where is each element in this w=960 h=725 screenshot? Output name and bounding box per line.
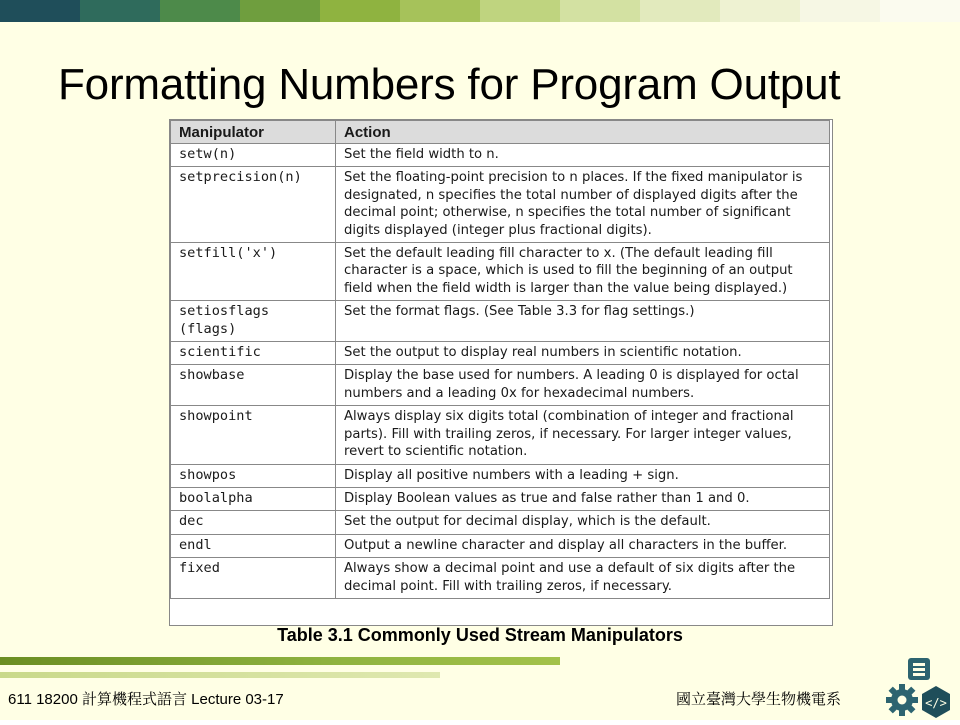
bottom-light-bar	[0, 672, 440, 678]
manipulator-table-figure	[169, 119, 833, 626]
column-header-manipulator: Manipulator	[171, 121, 336, 144]
table-header-row	[171, 121, 830, 144]
manipulator-name-cell: showbase	[171, 365, 336, 406]
table-row	[171, 301, 830, 342]
manipulator-name-cell: scientific	[171, 342, 336, 365]
table-row	[171, 558, 830, 599]
table-row	[171, 243, 830, 301]
table-row	[171, 534, 830, 557]
manipulator-action-cell: Display Boolean values as true and false rather than 1 and 0.	[336, 487, 830, 510]
table-row	[171, 365, 830, 406]
manipulator-action-cell: Always display six digits total (combination of integer and fractional parts). Fill with trailing zeros, if necessary. For larger integer values, revert to scientific notation.	[336, 406, 830, 464]
manipulator-name-cell: boolalpha	[171, 487, 336, 510]
manipulator-action-cell: Set the output for decimal display, which is the default.	[336, 511, 830, 534]
table-row	[171, 464, 830, 487]
manipulator-name-cell: setfill('x')	[171, 243, 336, 301]
manipulator-action-cell: Set the floating-point precision to n places. If the fixed manipulator is designated, n specifies the total number of displayed digits after the decimal point; otherwise, n specifies the total number of significant digits displayed (integer plus fractional digits).	[336, 167, 830, 243]
table-body	[171, 144, 830, 599]
manipulator-action-cell: Set the output to display real numbers in scientific notation.	[336, 342, 830, 365]
table-caption-text: Table 3.1 Commonly Used Stream Manipulators	[277, 625, 683, 645]
manipulator-action-cell: Set the default leading fill character to x. (The default leading fill character is a space, which is used to fill the beginning of an output field when the field width is larger than the value being displayed.)	[336, 243, 830, 301]
slide-title: Formatting Numbers for Program Output	[58, 60, 841, 109]
table-row	[171, 487, 830, 510]
table-row	[171, 167, 830, 243]
manipulator-name-cell: showpos	[171, 464, 336, 487]
table-row	[171, 511, 830, 534]
table-row	[171, 406, 830, 464]
manipulator-name-cell: setiosflags (flags)	[171, 301, 336, 342]
manipulator-action-cell: Always show a decimal point and use a default of six digits after the decimal point. Fill with trailing zeros, if necessary.	[336, 558, 830, 599]
manipulator-action-cell: Display all positive numbers with a leading + sign.	[336, 464, 830, 487]
svg-text:</>: </>	[925, 696, 947, 710]
manipulator-action-cell: Display the base used for numbers. A leading 0 is displayed for octal numbers and a leading 0x for hexadecimal numbers.	[336, 365, 830, 406]
manipulator-name-cell: endl	[171, 534, 336, 557]
manipulator-table	[170, 120, 830, 599]
table-row	[171, 342, 830, 365]
manipulator-action-cell: Output a newline character and display all characters in the buffer.	[336, 534, 830, 557]
department-gear-logo-icon	[886, 656, 956, 720]
manipulator-action-cell: Set the format flags. (See Table 3.3 for flag settings.)	[336, 301, 830, 342]
table-row	[171, 144, 830, 167]
top-decorative-stripe	[0, 0, 960, 22]
bottom-accent-bar	[0, 657, 560, 665]
manipulator-name-cell: setprecision(n)	[171, 167, 336, 243]
manipulator-name-cell: dec	[171, 511, 336, 534]
footer-course-info: 611 18200 計算機程式語言 Lecture 03-17	[8, 691, 284, 708]
footer-department: 國立臺灣大學生物機電系	[676, 691, 842, 708]
manipulator-name-cell: showpoint	[171, 406, 336, 464]
manipulator-action-cell: Set the field width to n.	[336, 144, 830, 167]
column-header-action: Action	[336, 121, 830, 144]
table-caption	[0, 625, 960, 646]
manipulator-name-cell: setw(n)	[171, 144, 336, 167]
manipulator-name-cell: fixed	[171, 558, 336, 599]
